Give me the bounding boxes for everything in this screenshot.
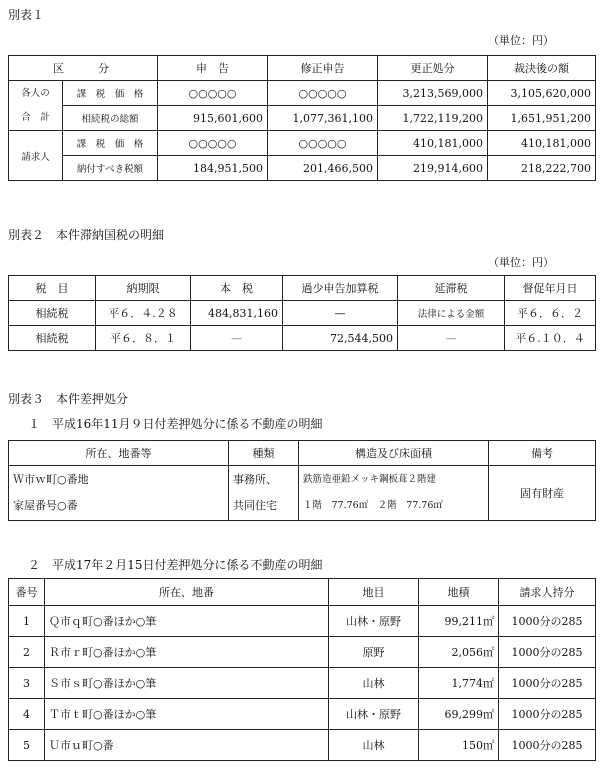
t2-header: 延滞税: [398, 276, 505, 301]
table1-unit: （単位：円）: [488, 34, 554, 47]
table3-title: 別表３ 本件差押処分: [8, 392, 129, 406]
t1-cell: ○○○○○: [158, 81, 268, 106]
t1-cell: 915,601,600: [158, 106, 268, 131]
table-row: [9, 106, 596, 131]
t1-group1-label: [9, 81, 63, 131]
table-row: [9, 606, 596, 637]
t1-cell: ○○○○○: [268, 81, 378, 106]
t3-2-cell: 1000分の285: [499, 668, 596, 699]
t3-2-cell: 原野: [329, 637, 419, 668]
table-row: [9, 466, 596, 521]
t1-row-label: 納付すべき税額: [63, 156, 158, 181]
t3-1-kind: [229, 466, 299, 521]
t1-row-label: 相続税の総額: [63, 106, 158, 131]
t3-1-structure-line1: 鉄筋造亜鉛メッキ鋼板葺２階建: [303, 474, 437, 485]
t1-cell: 1,651,951,200: [488, 106, 596, 131]
t3-2-cell: Ｔ市ｔ町○番ほか○筆: [45, 699, 329, 730]
t3-2-cell: 山林: [329, 730, 419, 761]
table1: [8, 55, 596, 181]
t1-cell: 410,181,000: [488, 131, 596, 156]
t3-2-cell: 1000分の285: [499, 699, 596, 730]
t1-cell: 201,466,500: [268, 156, 378, 181]
t3-2-cell: 1: [9, 606, 45, 637]
t3-2-cell: 山林・原野: [329, 699, 419, 730]
table-row: [9, 301, 596, 326]
t2-cell: 平６.１０．４: [505, 326, 596, 351]
t3-1-location: [9, 466, 229, 521]
t3-1-location-line1: Ｗ市ｗ町○番地: [13, 473, 89, 486]
t2-header: 税 目: [9, 276, 96, 301]
t2-cell: 72,544,500: [283, 326, 398, 351]
t3-1-header: 備考: [489, 441, 596, 466]
t1-cell: 1,722,119,200: [378, 106, 488, 131]
table2-title: 別表２ 本件滞納国税の明細: [8, 228, 165, 242]
t3-1-header: 構造及び床面積: [299, 441, 489, 466]
t1-header-kosei: 更正処分: [378, 56, 488, 81]
t2-header: 過少申告加算税: [283, 276, 398, 301]
t2-cell: 平６．４.２８: [96, 301, 191, 326]
t3-2-header: 地目: [329, 579, 419, 606]
t2-cell: —: [283, 301, 398, 326]
t2-cell: 相続税: [9, 326, 96, 351]
t1-cell: ○○○○○: [158, 131, 268, 156]
table3-subtitle-1: １ 平成16年11月９日付差押処分に係る不動産の明細: [28, 417, 323, 431]
t3-2-cell: 99,211㎡: [419, 606, 499, 637]
table3-2: [8, 578, 596, 761]
table-row: [9, 131, 596, 156]
t3-2-cell: 1000分の285: [499, 730, 596, 761]
t3-2-cell: Ｑ市ｑ町○番ほか○筆: [45, 606, 329, 637]
t3-2-header: 請求人持分: [499, 579, 596, 606]
t3-1-header: 所在、地番等: [9, 441, 229, 466]
t2-header: 本 税: [191, 276, 283, 301]
table-row: [9, 637, 596, 668]
t3-1-location-line2: 家屋番号○番: [13, 499, 78, 512]
table-row: [9, 730, 596, 761]
t3-1-note: 固有財産: [489, 466, 596, 521]
t3-2-cell: 1000分の285: [499, 637, 596, 668]
table2-unit: （単位：円）: [488, 256, 554, 269]
t3-2-cell: 2,056㎡: [419, 637, 499, 668]
table-row: [9, 668, 596, 699]
table1-title: 別表１: [8, 8, 45, 22]
t1-group1-label-line2: 合 計: [21, 111, 50, 123]
t3-2-cell: 4: [9, 699, 45, 730]
t1-cell: 219,914,600: [378, 156, 488, 181]
t1-cell: 1,077,361,100: [268, 106, 378, 131]
t3-2-cell: Ｓ市ｓ町○番ほか○筆: [45, 668, 329, 699]
t3-2-cell: 5: [9, 730, 45, 761]
table3-subtitle-2: ２ 平成17年２月15日付差押処分に係る不動産の明細: [28, 558, 323, 572]
t1-header-shusei: 修正申告: [268, 56, 378, 81]
table-row: [9, 699, 596, 730]
t2-header: 督促年月日: [505, 276, 596, 301]
t3-2-header: 番号: [9, 579, 45, 606]
t3-2-cell: 1000分の285: [499, 606, 596, 637]
t1-header-kubun: 区 分: [9, 56, 158, 81]
t3-2-header: 地積: [419, 579, 499, 606]
t2-cell: —: [398, 326, 505, 351]
t3-1-kind-line2: 共同住宅: [233, 499, 277, 512]
t1-cell: 410,181,000: [378, 131, 488, 156]
t3-1-structure: [299, 466, 489, 521]
t3-2-cell: 150㎡: [419, 730, 499, 761]
t1-cell: 3,213,569,000: [378, 81, 488, 106]
t2-cell: 法律による金額: [398, 301, 505, 326]
t3-2-cell: 1,774㎡: [419, 668, 499, 699]
t3-2-cell: 69,299㎡: [419, 699, 499, 730]
t1-cell: 3,105,620,000: [488, 81, 596, 106]
t3-2-cell: 山林: [329, 668, 419, 699]
t1-cell: ○○○○○: [268, 131, 378, 156]
t3-1-structure-line2: １階 77.76㎡ ２階 77.76㎡: [303, 500, 443, 511]
t1-cell: 184,951,500: [158, 156, 268, 181]
t2-cell: 平６．６．２: [505, 301, 596, 326]
table-row: [9, 326, 596, 351]
t1-group2-label: 請求人: [9, 131, 63, 181]
t3-2-cell: 2: [9, 637, 45, 668]
t3-1-header: 種類: [229, 441, 299, 466]
table-row: [9, 81, 596, 106]
t1-row-label: 課 税 価 格: [63, 81, 158, 106]
t3-2-cell: 山林・原野: [329, 606, 419, 637]
t2-cell: 平６．８．１: [96, 326, 191, 351]
t2-header: 納期限: [96, 276, 191, 301]
t1-row-label: 課 税 価 格: [63, 131, 158, 156]
t2-cell: 相続税: [9, 301, 96, 326]
t1-header-shinkoku: 申 告: [158, 56, 268, 81]
table2: [8, 275, 596, 351]
t3-1-kind-line1: 事務所、: [233, 473, 277, 486]
t2-cell: —: [191, 326, 283, 351]
t1-group1-label-line1: 各人の: [21, 87, 50, 99]
t2-cell: 484,831,160: [191, 301, 283, 326]
t3-2-cell: 3: [9, 668, 45, 699]
t1-header-saiketsu: 裁決後の額: [488, 56, 596, 81]
t3-2-cell: Ｒ市ｒ町○番ほか○筆: [45, 637, 329, 668]
table3-1: [8, 440, 596, 521]
t3-2-header: 所在、地番: [45, 579, 329, 606]
t3-2-cell: Ｕ市ｕ町○番: [45, 730, 329, 761]
t1-cell: 218,222,700: [488, 156, 596, 181]
table-row: [9, 156, 596, 181]
